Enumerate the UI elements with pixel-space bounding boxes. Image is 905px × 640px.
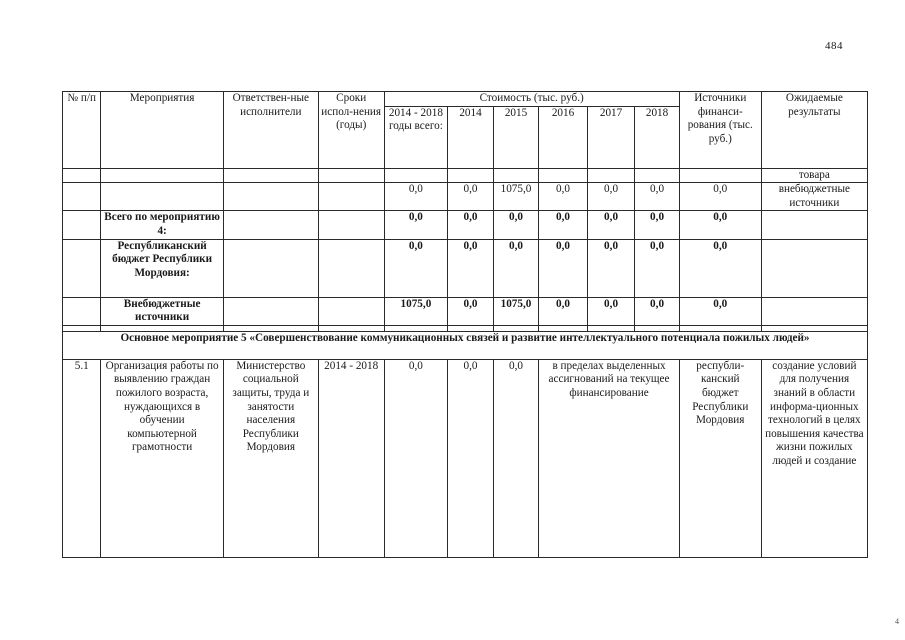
cost-2017-cell: 0,0 xyxy=(587,211,635,239)
page-number: 484 xyxy=(825,40,843,52)
cost-2018-cell: 0,0 xyxy=(635,211,680,239)
sources-cell: 0,0 xyxy=(679,183,761,211)
cost-2015-cell: 1075,0 xyxy=(493,183,539,211)
table-row xyxy=(63,239,868,297)
results-cell: создание условий для получения знаний в области информа-ционных технологий в целях повышения качества жизни пожилых людей и создание xyxy=(761,359,867,557)
table-row xyxy=(63,297,868,325)
cost-2015-cell: 0,0 xyxy=(493,359,539,557)
header-year-2015: 2015 xyxy=(493,106,539,168)
header-activities: Мероприятия xyxy=(101,92,223,169)
activities-table xyxy=(62,91,868,558)
cost-2015-cell: 0,0 xyxy=(493,239,539,297)
sources-cell: 0,0 xyxy=(679,211,761,239)
header-cost-group: Стоимость (тыс. руб.) xyxy=(384,92,679,107)
responsible-cell: Министерство социальной защиты, труда и занятости населения Республики Мордовия xyxy=(223,359,318,557)
cost-total-cell: 1075,0 xyxy=(384,297,448,325)
cost-2015-cell: 1075,0 xyxy=(493,297,539,325)
sources-cell: 0,0 xyxy=(679,297,761,325)
results-cell: товара xyxy=(761,168,867,183)
header-responsible: Ответствен-ные исполнители xyxy=(223,92,318,169)
cost-total-cell: 0,0 xyxy=(384,211,448,239)
header-num: № п/п xyxy=(63,92,101,169)
cost-2016-cell: 0,0 xyxy=(539,239,588,297)
header-row xyxy=(63,92,868,107)
section-heading-row xyxy=(63,331,868,359)
cost-2017-cell: 0,0 xyxy=(587,297,635,325)
header-cost-total: 2014 - 2018 годы всего: xyxy=(384,106,448,168)
cost-2018-cell: 0,0 xyxy=(635,297,680,325)
header-year-2016: 2016 xyxy=(539,106,588,168)
cost-2018-cell: 0,0 xyxy=(635,239,680,297)
cost-2014-cell: 0,0 xyxy=(448,239,494,297)
header-results: Ожидаемые результаты xyxy=(761,92,867,169)
header-terms: Сроки испол-нения (годы) xyxy=(318,92,384,169)
results-cell: внебюджетные источники xyxy=(761,183,867,211)
cost-2017-cell: 0,0 xyxy=(587,183,635,211)
cost-2014-cell: 0,0 xyxy=(448,297,494,325)
row-num: 5.1 xyxy=(63,359,101,557)
header-year-2018: 2018 xyxy=(635,106,680,168)
row-label: Внебюджетные источники xyxy=(101,297,223,325)
sources-cell: республи-канский бюджет Республики Мордовия xyxy=(679,359,761,557)
table-row xyxy=(63,183,868,211)
cost-total-cell: 0,0 xyxy=(384,359,448,557)
cost-2014-cell: 0,0 xyxy=(448,211,494,239)
cost-2017-cell: 0,0 xyxy=(587,239,635,297)
cost-2016-cell: 0,0 xyxy=(539,183,588,211)
section-heading: Основное мероприятие 5 «Совершенствование коммуникационных связей и развитие интеллектуального потенциала пожилых людей» xyxy=(63,331,868,359)
cost-2014-cell: 0,0 xyxy=(448,183,494,211)
cost-2016-cell: 0,0 xyxy=(539,297,588,325)
cost-total-cell: 0,0 xyxy=(384,183,448,211)
terms-cell: 2014 - 2018 xyxy=(318,359,384,557)
cost-2018-cell: 0,0 xyxy=(635,183,680,211)
header-year-2014: 2014 xyxy=(448,106,494,168)
cost-total-cell: 0,0 xyxy=(384,239,448,297)
cost-2014-cell: 0,0 xyxy=(448,359,494,557)
merged-financing-cell: в пределах выделенных ассигнований на текущее финансирование xyxy=(539,359,680,557)
sources-cell: 0,0 xyxy=(679,239,761,297)
cost-2016-cell: 0,0 xyxy=(539,211,588,239)
table-row xyxy=(63,359,868,557)
row-label: Республиканский бюджет Республики Мордовия: xyxy=(101,239,223,297)
row-label: Всего по мероприятию 4: xyxy=(101,211,223,239)
header-sources: Источники финанси-рования (тыс. руб.) xyxy=(679,92,761,169)
header-year-2017: 2017 xyxy=(587,106,635,168)
table-row xyxy=(63,168,868,183)
table-row xyxy=(63,211,868,239)
cost-2015-cell: 0,0 xyxy=(493,211,539,239)
corner-mark: 4 xyxy=(895,617,899,626)
activity-cell: Организация работы по выявлению граждан пожилого возраста, нуждающихся в обучении компьютерной грамотности xyxy=(101,359,223,557)
